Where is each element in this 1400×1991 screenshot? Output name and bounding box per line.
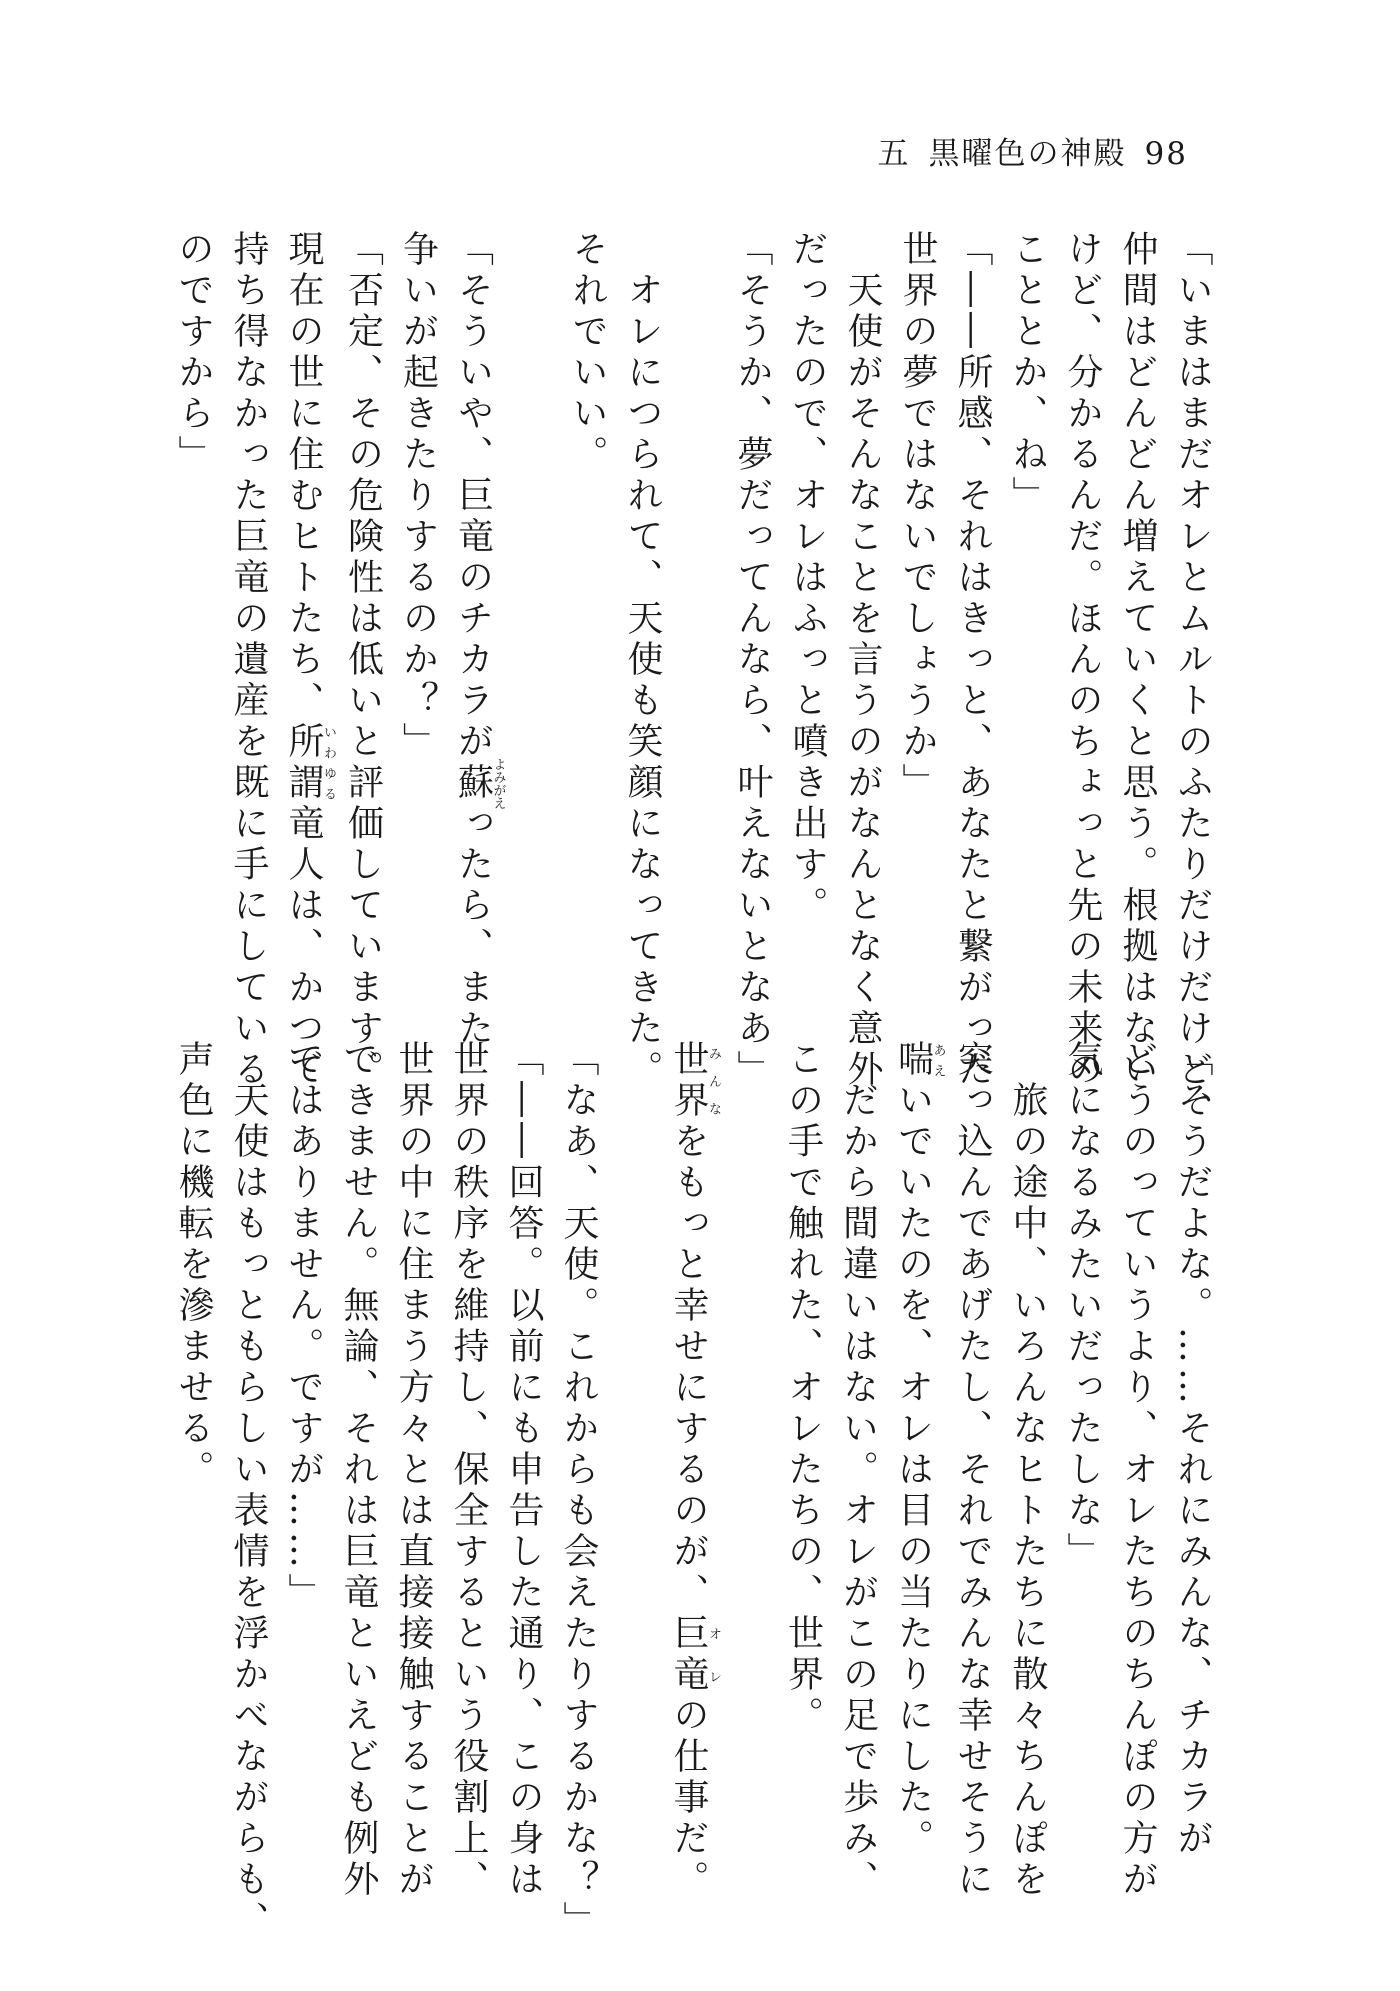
text-line — [1055, 1040, 1110, 1800]
text-segment: できません。無論、それは巨竜といえども例外 — [338, 1040, 379, 1901]
text-line — [1165, 230, 1220, 1132]
ruby-reading: よみがえ — [490, 757, 506, 810]
text-segment: の仕事だ。 — [668, 1696, 709, 1901]
text-line — [446, 230, 506, 1050]
text-segment: 「そうだよな。……それにみんな、チカラが — [1172, 1040, 1213, 1860]
text-segment: 天使がそんなことを言うのがなんとなく意外 — [842, 230, 883, 1091]
text-line — [1000, 1040, 1055, 1901]
text-line — [276, 1040, 331, 1800]
text-line — [441, 1040, 496, 1901]
ruby-reading: あえ — [930, 1040, 946, 1081]
ruby-base: 蘇 — [452, 757, 494, 810]
text-line — [276, 230, 336, 1091]
text-line — [886, 1040, 946, 1860]
ruby-base: 世界 — [668, 1040, 709, 1122]
text-segment: をもっと幸せにするのが、 — [668, 1122, 709, 1614]
text-line — [945, 230, 1000, 1091]
ruby-word — [668, 1614, 721, 1696]
text-line — [386, 1040, 441, 1901]
text-segment: 「――所感、それはきっと、あなたと繋がった — [952, 230, 993, 1091]
text-segment: それでいい。 — [567, 230, 608, 476]
text-line — [835, 230, 890, 1091]
text-segment: 争いが起きたりするのか？」 — [397, 230, 439, 763]
text-block-lower — [173, 1040, 1220, 1942]
text-segment: 突っ込んであげたし、それでみんな幸せそうに — [952, 1040, 993, 1901]
text-line — [560, 230, 615, 990]
text-line — [1055, 230, 1110, 1091]
text-segment: 「そういや、巨竜のチカラが — [452, 230, 494, 763]
blank-line — [670, 230, 725, 990]
text-line — [331, 1040, 386, 1901]
text-segment: ではありません。ですが……」 — [283, 1040, 324, 1614]
running-head — [878, 128, 1188, 173]
ruby-base: 喘 — [892, 1040, 934, 1081]
page-number: 98 — [1144, 136, 1188, 172]
ruby-base: 巨竜 — [668, 1614, 709, 1696]
text-segment: だから間違いはない。オレがこの足で歩み、 — [837, 1040, 879, 1901]
text-segment: 世界の秩序を維持し、保全するという役割上、 — [448, 1040, 489, 1901]
text-line — [166, 1040, 221, 1800]
text-line — [1165, 1040, 1220, 1860]
ruby-reading: いわゆる — [321, 722, 336, 804]
ruby-reading: みんな — [706, 1040, 721, 1122]
ruby-reading: オレ — [706, 1614, 721, 1696]
text-segment: 旅の途中、いろんなヒトたちに散々ちんぽを — [1007, 1040, 1048, 1901]
text-line — [221, 1040, 276, 1942]
text-segment: この手で触れた、オレたちの、世界。 — [782, 1040, 824, 1737]
ruby-word — [668, 1040, 721, 1122]
text-segment: 声色に機転を滲ませる。 — [173, 1040, 214, 1491]
text-segment: どうのっていうより、オレたちのちんぽの方が — [1117, 1040, 1158, 1901]
ruby-word — [892, 1040, 946, 1081]
text-line — [776, 1040, 831, 1800]
text-segment: 「否定、その危険性は低いと評価しています。 — [342, 230, 384, 1091]
ruby-base: 所謂 — [283, 722, 324, 804]
text-segment: 仲間はどんどん増えていくと思う。根拠はない — [1117, 230, 1158, 1091]
ruby-word — [452, 757, 506, 810]
text-line — [780, 230, 835, 990]
text-line — [551, 1040, 606, 1942]
chapter-title: 黒曜色の神殿 — [928, 136, 1127, 172]
text-line — [496, 1040, 551, 1901]
text-line — [725, 230, 780, 1091]
text-segment: けど、分かるんだ。ほんのちょっと先の未来の — [1062, 230, 1103, 1091]
blank-line — [505, 230, 560, 990]
text-line — [945, 1040, 1000, 1901]
text-segment: 持ち得なかった巨竜の遺産を既に手にしている — [228, 230, 269, 1091]
text-line — [221, 230, 276, 1091]
text-segment: のですから」 — [173, 230, 214, 476]
text-line — [1110, 1040, 1165, 1901]
text-segment: ったら、また — [452, 804, 494, 1050]
text-line — [890, 230, 945, 990]
text-line — [1110, 230, 1165, 1091]
text-line — [391, 230, 446, 990]
text-line — [615, 230, 670, 1091]
text-segment: 世界の夢ではないでしょうか」 — [897, 230, 938, 804]
ruby-word — [283, 722, 336, 804]
text-segment: 「いまはまだオレとムルトのふたりだけだけど、 — [1172, 230, 1213, 1132]
text-segment: 「なあ、天使。これからも会えたりするかな？」 — [558, 1040, 599, 1942]
text-segment: 天使はもっともらしい表情を浮かべながらも、 — [228, 1040, 269, 1942]
blank-line — [606, 1040, 661, 1800]
text-segment: いでいたのを、オレは目の当たりにした。 — [892, 1081, 934, 1860]
text-line — [166, 230, 221, 990]
text-segment: だったので、オレはふっと噴き出す。 — [787, 230, 828, 927]
text-segment: 気になるみたいだったしな」 — [1062, 1040, 1103, 1573]
text-line — [1000, 230, 1055, 990]
text-line — [336, 230, 391, 1091]
text-segment: 「――回答。以前にも申告した通り、この身は — [503, 1040, 544, 1901]
text-segment: こととか、ね」 — [1007, 230, 1048, 517]
text-segment: 現在の世に住むヒトたち、 — [283, 230, 324, 722]
text-segment: 「そうか、夢だってんなら、叶えないとなあ」 — [732, 230, 773, 1091]
blank-line — [721, 1040, 776, 1800]
text-line — [661, 1040, 721, 1901]
text-segment: 世界の中に住まう方々とは直接接触することが — [393, 1040, 434, 1901]
chapter-number: 五 — [877, 136, 911, 172]
text-segment: オレにつられて、天使も笑顔になってきた。 — [622, 230, 663, 1091]
text-segment: 竜人は、かつて — [283, 804, 324, 1091]
text-line — [831, 1040, 886, 1901]
